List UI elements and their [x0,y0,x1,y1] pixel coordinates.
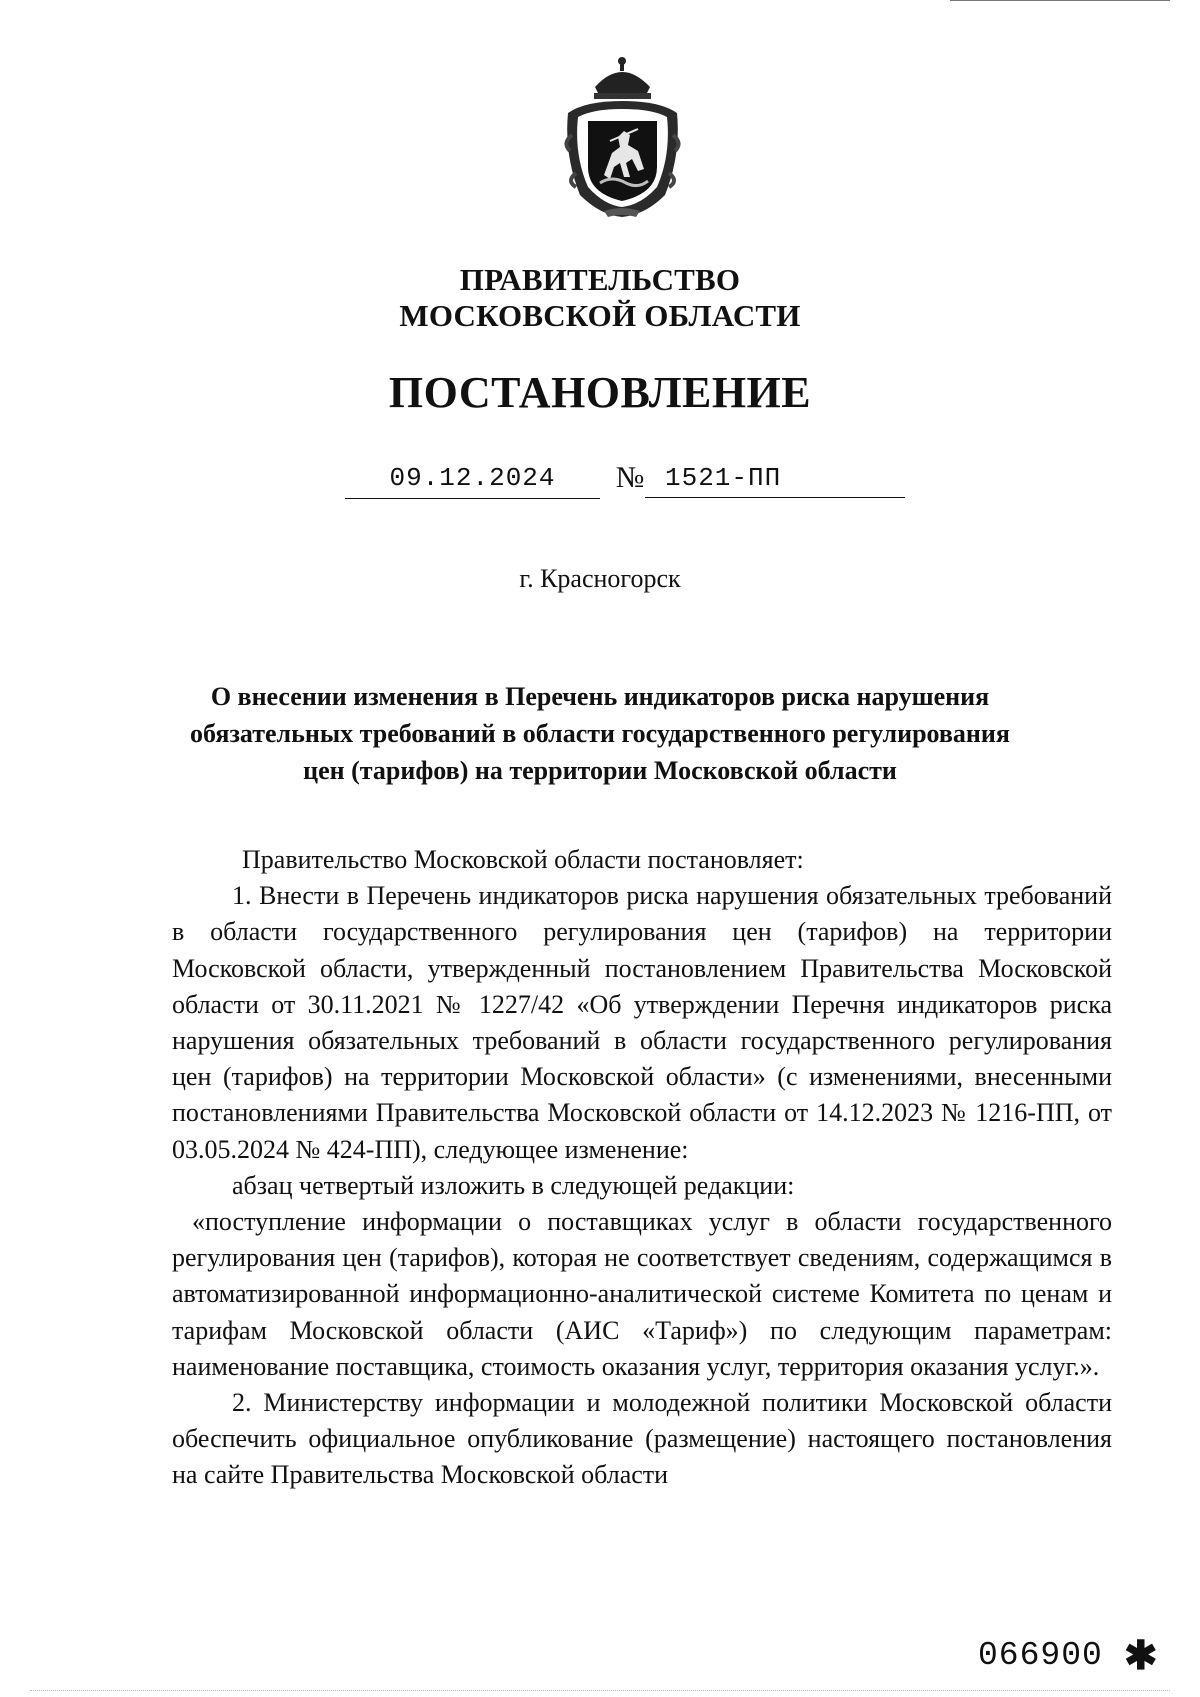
number-sign: № [615,461,645,494]
asterisk-mark: ✱ [1124,1633,1158,1678]
quoted-amendment-paragraph: «поступление информации о поставщиках услуг в области государственного регулирования цен (тарифов), которая не соответствует сведениям, содержащимся в автоматизированной информационно-аналитической системе Комитета по ценам и тарифам Московской области (АИС «Тариф») по следующим параметрам: наименование поставщика, стоимость оказания услуг, территория оказания услуг.». [172,1207,1112,1381]
issue-city: г. Красногорск [519,564,681,593]
document-title [150,678,1050,789]
sheet-serial-number: 066900 [978,1637,1103,1674]
item-1-sub-paragraph: абзац четвертый изложить в следующей редакции: [232,1170,795,1200]
title-line: цен (тарифов) на территории Московской области [303,756,897,785]
preamble-paragraph: Правительство Московской области постановляет: [242,845,804,874]
scan-edge-line [950,0,1170,1]
document-type-heading: ПОСТАНОВЛЕНИЕ [388,368,812,417]
title-line: обязательных требований в области государственного регулирования [190,719,1010,748]
authority-line-1: ПРАВИТЕЛЬСТВО [459,262,741,297]
item-1-paragraph: 1. Внести в Перечень индикаторов риска нарушения обязательных требований в области государственного регулирования цен (тарифов) на территории Московской области, утвержденный постановлением Правительства Московской области от 30.11.2021 № 1227/42 «Об утверждении Перечня индикаторов риска нарушения обязательных требований в области государственного регулирования цен (тарифов) на территории Московской области» (с изменениями, внесенными постановлениями Правительства Московской области от 14.12.2023 № 1216-ПП, от 03.05.2024 № 424-ПП), следующее изменение: [172,881,1112,1164]
document-date: 09.12.2024 [345,458,600,499]
item-2-paragraph: 2. Министерству информации и молодежной политики Московской области обеспечить официальное опубликование (размещение) настоящего постановления на сайте Правительства Московской области [172,1388,1112,1490]
scan-edge-speckle [30,1690,1170,1691]
coat-of-arms-emblem [560,55,685,220]
document-number: 1521-ПП [645,458,905,498]
title-line: О внесении изменения в Перечень индикаторов риска нарушения [210,682,990,711]
authority-line-2: МОСКОВСКОЙ ОБЛАСТИ [399,298,801,333]
document-body [172,842,1112,1494]
issuing-authority [0,262,1200,334]
